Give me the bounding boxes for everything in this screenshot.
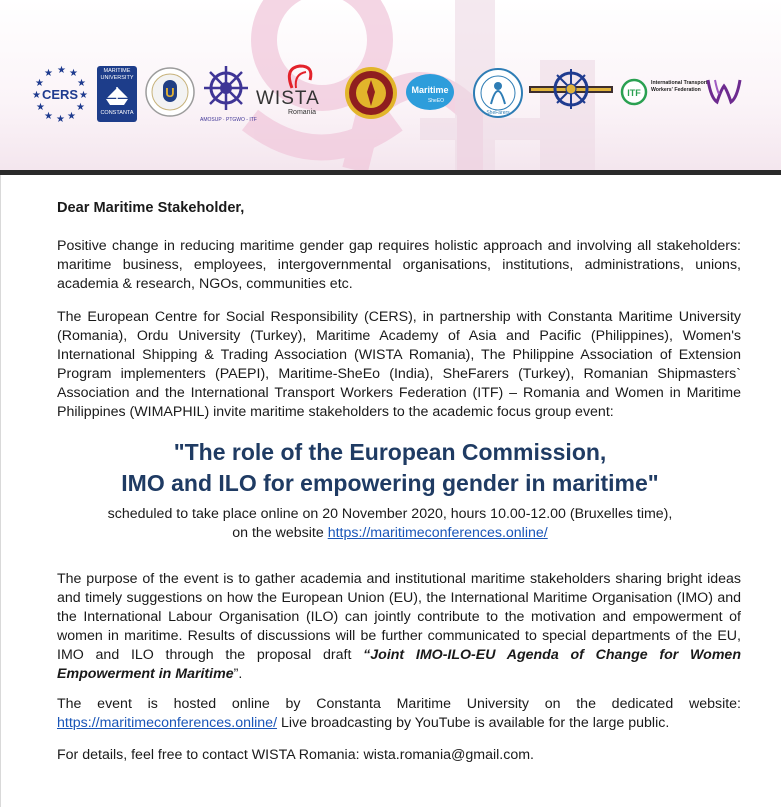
svg-text:U: U (165, 85, 175, 100)
wista-wordmark: WISTA (256, 88, 320, 109)
hosting-website-link[interactable]: https://maritimeconferences.online/ (57, 715, 278, 731)
hosting-text: The event is hosted online by Constanta Maritime University on the dedicated website: (57, 696, 741, 712)
maap-logo (344, 66, 398, 120)
website-prefix: on the website (232, 525, 328, 541)
amosup-logo (200, 64, 257, 124)
left-border (0, 175, 1, 807)
header-divider (0, 170, 781, 175)
svg-text:★: ★ (79, 90, 88, 101)
paragraph-contact: For details, feel free to contact WISTA Romania: wista.romania@gmail.com. (57, 747, 534, 763)
event-schedule (40, 505, 740, 543)
svg-text:★: ★ (35, 78, 44, 89)
purpose-end: ”. (233, 666, 243, 682)
paragraph-hosting (57, 695, 741, 733)
svg-text:★: ★ (69, 68, 78, 79)
svg-text:★: ★ (57, 65, 66, 76)
svg-text:★: ★ (32, 90, 41, 101)
itf-globe-icon (620, 78, 648, 106)
agenda-title: Joint IMO-ILO-EU Agenda of Change for Women Empowerment in Maritime (57, 647, 741, 682)
header-banner (0, 0, 781, 170)
wista-logo (254, 62, 334, 120)
wista-sub: Romania (288, 109, 317, 116)
svg-text:SheEO: SheEO (427, 98, 445, 104)
website-line (40, 524, 740, 543)
website-link[interactable]: https://maritimeconferences.online/ (327, 525, 548, 541)
shefarers-seal-icon (473, 66, 523, 120)
amosup-caption: AMOSUP · PTGWO - ITF (200, 117, 257, 123)
cers-logo (32, 64, 88, 122)
maritime-university-logo (97, 66, 137, 122)
wimaphil-mark-icon (705, 76, 743, 106)
svg-text:★: ★ (76, 102, 85, 113)
shefarers-logo (473, 66, 523, 120)
ship-wheel-icon (200, 64, 252, 112)
mu-text-mid: UNIVERSITY (100, 75, 134, 81)
svg-text:CERS: CERS (41, 87, 79, 102)
event-title (40, 437, 740, 499)
romanian-shipmasters-logo (529, 66, 613, 116)
itf-name: International Transport Workers' Federation (651, 80, 708, 93)
purpose-text: The purpose of the event is to gather academia and institutional maritime stakeholders sharing bright ideas and timely suggestions on how the European Union (EU), the International Maritime Organisation (IMO) and the International Labour Organisation (ILO) can jointly contribute to the motivation and empowerment of women in maritime. Results of discussions will be further communicated to special departments of the EU, IMO and ILO through the proposal draft (57, 571, 741, 663)
svg-text:★: ★ (56, 114, 65, 122)
svg-text:SheFarers: SheFarers (486, 110, 510, 116)
hosting-end: Live broadcasting by YouTube is available for the large public. (277, 715, 670, 731)
mu-text-top: MARITIME (103, 68, 131, 74)
svg-text:ITF: ITF (627, 88, 641, 98)
svg-text:★: ★ (36, 102, 45, 113)
mu-text-bottom: CONSTANTA (100, 110, 134, 116)
greeting: Dear Maritime Stakeholder, (57, 200, 245, 216)
ordu-emblem-icon (144, 66, 196, 118)
svg-text:★: ★ (44, 68, 53, 79)
svg-text:★: ★ (77, 78, 86, 89)
schedule-line: scheduled to take place online on 20 November 2020, hours 10.00-12.00 (Bruxelles time), (107, 506, 673, 522)
ordu-university-logo (144, 66, 196, 118)
paragraph-partners: The European Centre for Social Responsibility (CERS), in partnership with Constanta Maritime University (Romania), Ordu University (Turkey), Maritime Academy of Asia and Pacific (Philippines), Women's International Shipping & Trading Association (WISTA Romania), The Philippine Association of Extension Program implementers (PAEPI), Maritime-SheEo (India), SheFarers (Turkey), Romanian Shipmasters` Association and the International Transport Workers Federation (ITF) – Romania and Women in Maritime Philippines (WIMAPHIL) invite maritime stakeholders to the academic focus group event: (57, 309, 741, 420)
itf-logo (620, 76, 715, 110)
ship-icon (102, 85, 132, 107)
maritime-sheeo-logo (405, 72, 455, 112)
paragraph-purpose (57, 570, 741, 684)
svg-text:Maritime: Maritime (411, 85, 449, 95)
sheeo-badge-icon (405, 72, 455, 112)
maap-seal-icon (344, 66, 398, 120)
svg-text:★: ★ (67, 111, 76, 122)
paragraph-intro: Positive change in reducing maritime gender gap requires holistic approach and involving all stakeholders: maritime business, employees, intergovernmental organisations, institutions, administrations, unions, academia & research, NGOs, communities etc. (57, 238, 741, 292)
event-title-line1: "The role of the European Commission, (173, 439, 607, 465)
event-title-line2: IMO and ILO for empowering gender in maritime" (121, 470, 659, 496)
svg-text:★: ★ (44, 111, 53, 122)
wimaphil-logo (705, 76, 743, 106)
eu-stars-icon (32, 64, 88, 122)
purpose-open-quote: “ (363, 647, 371, 663)
shipmasters-emblem-icon (529, 66, 613, 116)
